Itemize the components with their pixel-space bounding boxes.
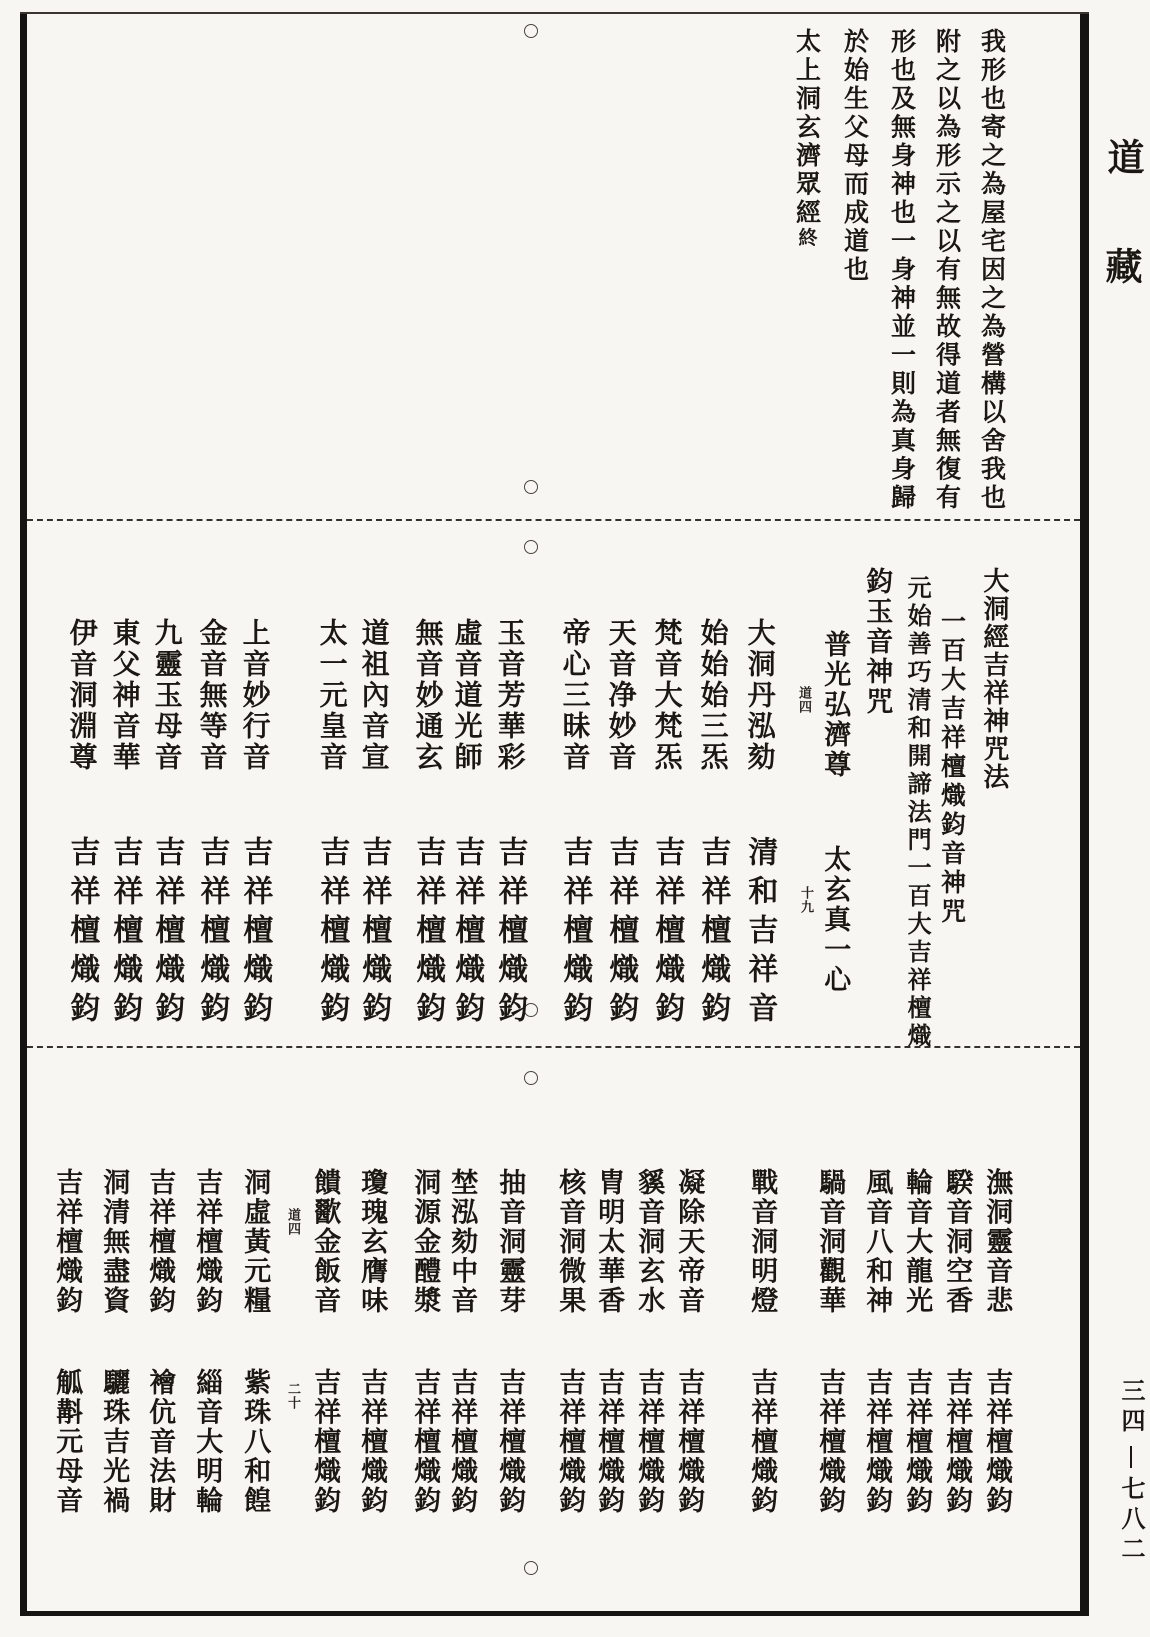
vertical-text-column: 吉祥檀熾鈞 [981, 1368, 1013, 1516]
vertical-text-column: 一百大吉祥檀熾鈞音神咒 [937, 608, 967, 927]
vertical-text-column: 抽音洞靈芽 [494, 1168, 526, 1316]
fold-mark-circle [524, 480, 538, 494]
vertical-text-column: 吉祥檀熾鈞 [149, 836, 185, 1031]
vertical-text-column: 始始始三炁 [696, 618, 730, 773]
vertical-text-column: 東父神音華 [108, 618, 142, 773]
vertical-text-column: 瓊瑰玄膺味 [356, 1168, 388, 1316]
vertical-text-column: 輪音大龍光 [901, 1168, 933, 1316]
page-number-volume: 三四 [1117, 1378, 1146, 1438]
vertical-text-column: 騧音洞觀華 [814, 1168, 846, 1316]
frame-top-border [20, 12, 1089, 14]
vertical-text-column: 吉祥檀熾鈞 [554, 1368, 586, 1516]
vertical-text-column: 緇音大明輪 [191, 1368, 223, 1516]
small-annotation: 道四 [796, 686, 811, 714]
vertical-text-column: 伊音洞淵尊 [65, 618, 99, 773]
vertical-text-column: 貕音洞玄水 [633, 1168, 665, 1316]
vertical-text-column: 饋歠金飯音 [309, 1168, 341, 1316]
vertical-text-column: 形也及無身神也一身神並一則為真身歸 [887, 28, 917, 513]
vertical-text-column: 驪珠吉光禍 [98, 1368, 130, 1516]
vertical-text-column: 上音妙行音 [238, 618, 272, 773]
vertical-text-column: 洞虛黃元糧 [239, 1168, 271, 1316]
vertical-text-column: 大洞丹泓劾 [743, 618, 777, 773]
margin-canon-label-zang: 藏 [1099, 247, 1143, 284]
vertical-text-column: 吉祥檀熾鈞 [633, 1368, 665, 1516]
vertical-text-column: 吉祥檀熾鈞 [746, 1368, 778, 1516]
vertical-text-column: 吉祥檀熾鈞 [144, 1168, 176, 1316]
page-number-leaf: 七八二 [1117, 1476, 1146, 1566]
vertical-text-column: 吉祥檀熾鈞 [107, 836, 143, 1031]
vertical-text-column: 吉祥檀熾鈞 [314, 836, 350, 1031]
vertical-text-column: 吉祥檀熾鈞 [593, 1368, 625, 1516]
page-number-dash [1130, 1446, 1132, 1468]
vertical-text-column: 於始生父母而成道也 [840, 28, 870, 285]
vertical-text-column: 金音無等音 [195, 618, 229, 773]
vertical-text-column: 虛音道光師 [450, 618, 484, 773]
vertical-text-column: 我形也寄之為屋宅因之為營構以舍我也 [977, 28, 1007, 513]
vertical-text-column: 吉祥檀熾鈞 [356, 1368, 388, 1516]
fold-mark-circle [524, 1071, 538, 1085]
vertical-text-column: 清和吉祥音 [742, 836, 778, 1031]
frame-right-border [1080, 12, 1089, 1616]
small-annotation: 十九 [798, 886, 813, 914]
vertical-text-column: 吉祥檀熾鈞 [814, 1368, 846, 1516]
vertical-text-column: 吉祥檀熾鈞 [409, 1368, 441, 1516]
fold-mark-circle [524, 1561, 538, 1575]
small-annotation: 二十 [285, 1382, 300, 1410]
vertical-text-column: 紫珠八和餭 [239, 1368, 271, 1516]
vertical-text-column: 吉祥檀熾鈞 [410, 836, 446, 1031]
vertical-text-column: 吉祥檀熾鈞 [194, 836, 230, 1031]
vertical-text-column: 吉祥檀熾鈞 [64, 836, 100, 1031]
vertical-text-column: 胄明太華香 [593, 1168, 625, 1316]
vertical-text-column: 吉祥檀熾鈞 [941, 1368, 973, 1516]
vertical-text-column: 九靈玉母音 [150, 618, 184, 773]
vertical-text-column: 玉音芳華彩 [493, 618, 527, 773]
vertical-text-column: 吉祥檀熾鈞 [649, 836, 685, 1031]
vertical-text-column: 帝心三昧音 [558, 618, 592, 773]
vertical-text-column: 核音洞微果 [554, 1168, 586, 1316]
vertical-text-column: 吉祥檀熾鈞 [237, 836, 273, 1031]
vertical-text-column: 埜泓劾中音 [446, 1168, 478, 1316]
vertical-text-column: 無音妙通玄 [411, 618, 445, 773]
vertical-text-column: 太上洞玄濟眾經終 [792, 28, 822, 249]
vertical-text-column: 吉祥檀熾鈞 [557, 836, 593, 1031]
margin-canon-label-dao: 道 [1101, 138, 1145, 175]
vertical-text-column: 風音八和神 [861, 1168, 893, 1316]
vertical-text-column: 吉祥檀熾鈞 [446, 1368, 478, 1516]
vertical-text-column: 太一元皇音 [315, 618, 349, 773]
frame-bottom-border [20, 1611, 1089, 1616]
fold-mark-circle [524, 540, 538, 554]
vertical-text-column: 吉祥檀熾鈞 [191, 1168, 223, 1316]
vertical-text-column: 騤音洞空香 [941, 1168, 973, 1316]
vertical-text-column: 吉祥檀熾鈞 [603, 836, 639, 1031]
vertical-text-column: 吉祥檀熾鈞 [673, 1368, 705, 1516]
vertical-text-column: 凝除天帝音 [673, 1168, 705, 1316]
vertical-text-column: 太玄真一心 [819, 845, 851, 995]
vertical-text-column: 吉祥檀熾鈞 [356, 836, 392, 1031]
vertical-text-column: 吉祥檀熾鈞 [492, 836, 528, 1031]
margin-page-number [1114, 1378, 1148, 1566]
vertical-text-column: 大洞經吉祥神咒法 [978, 567, 1009, 791]
small-annotation: 道四 [285, 1208, 300, 1236]
vertical-text-column: 戰音洞明燈 [746, 1168, 778, 1316]
vertical-text-column: 吉祥檀熾鈞 [51, 1168, 83, 1316]
vertical-text-column: 附之以為形示之以有無故得道者無復有 [932, 28, 962, 513]
vertical-text-column: 梵音大梵炁 [650, 618, 684, 773]
vertical-text-column: 道祖內音宣 [357, 618, 391, 773]
vertical-text-column: 吉祥檀熾鈞 [494, 1368, 526, 1516]
fold-mark-circle [524, 24, 538, 38]
frame-left-border [20, 12, 27, 1616]
vertical-text-column: 潕洞靈音悲 [981, 1168, 1013, 1316]
vertical-text-column: 觚斠元母音 [51, 1368, 83, 1516]
colophon-end-mark: 終 [795, 227, 818, 249]
vertical-text-column: 洞源金醴漿 [409, 1168, 441, 1316]
vertical-text-column: 天音净妙音 [604, 618, 638, 773]
vertical-text-column: 吉祥檀熾鈞 [309, 1368, 341, 1516]
vertical-text-column: 襘伉音法財 [144, 1368, 176, 1516]
register-divider-upper [27, 519, 1080, 521]
vertical-text-column: 鈞玉音神咒 [861, 567, 893, 717]
vertical-text-column: 吉祥檀熾鈞 [449, 836, 485, 1031]
vertical-text-column: 吉祥檀熾鈞 [695, 836, 731, 1031]
vertical-text-column: 元始善巧清和開諦法門一百大吉祥檀熾 [903, 575, 933, 1051]
vertical-text-column: 吉祥檀熾鈞 [861, 1368, 893, 1516]
vertical-text-column: 普光弘濟尊 [819, 630, 851, 780]
vertical-text-column: 洞清無盡資 [98, 1168, 130, 1316]
vertical-text-column: 吉祥檀熾鈞 [901, 1368, 933, 1516]
